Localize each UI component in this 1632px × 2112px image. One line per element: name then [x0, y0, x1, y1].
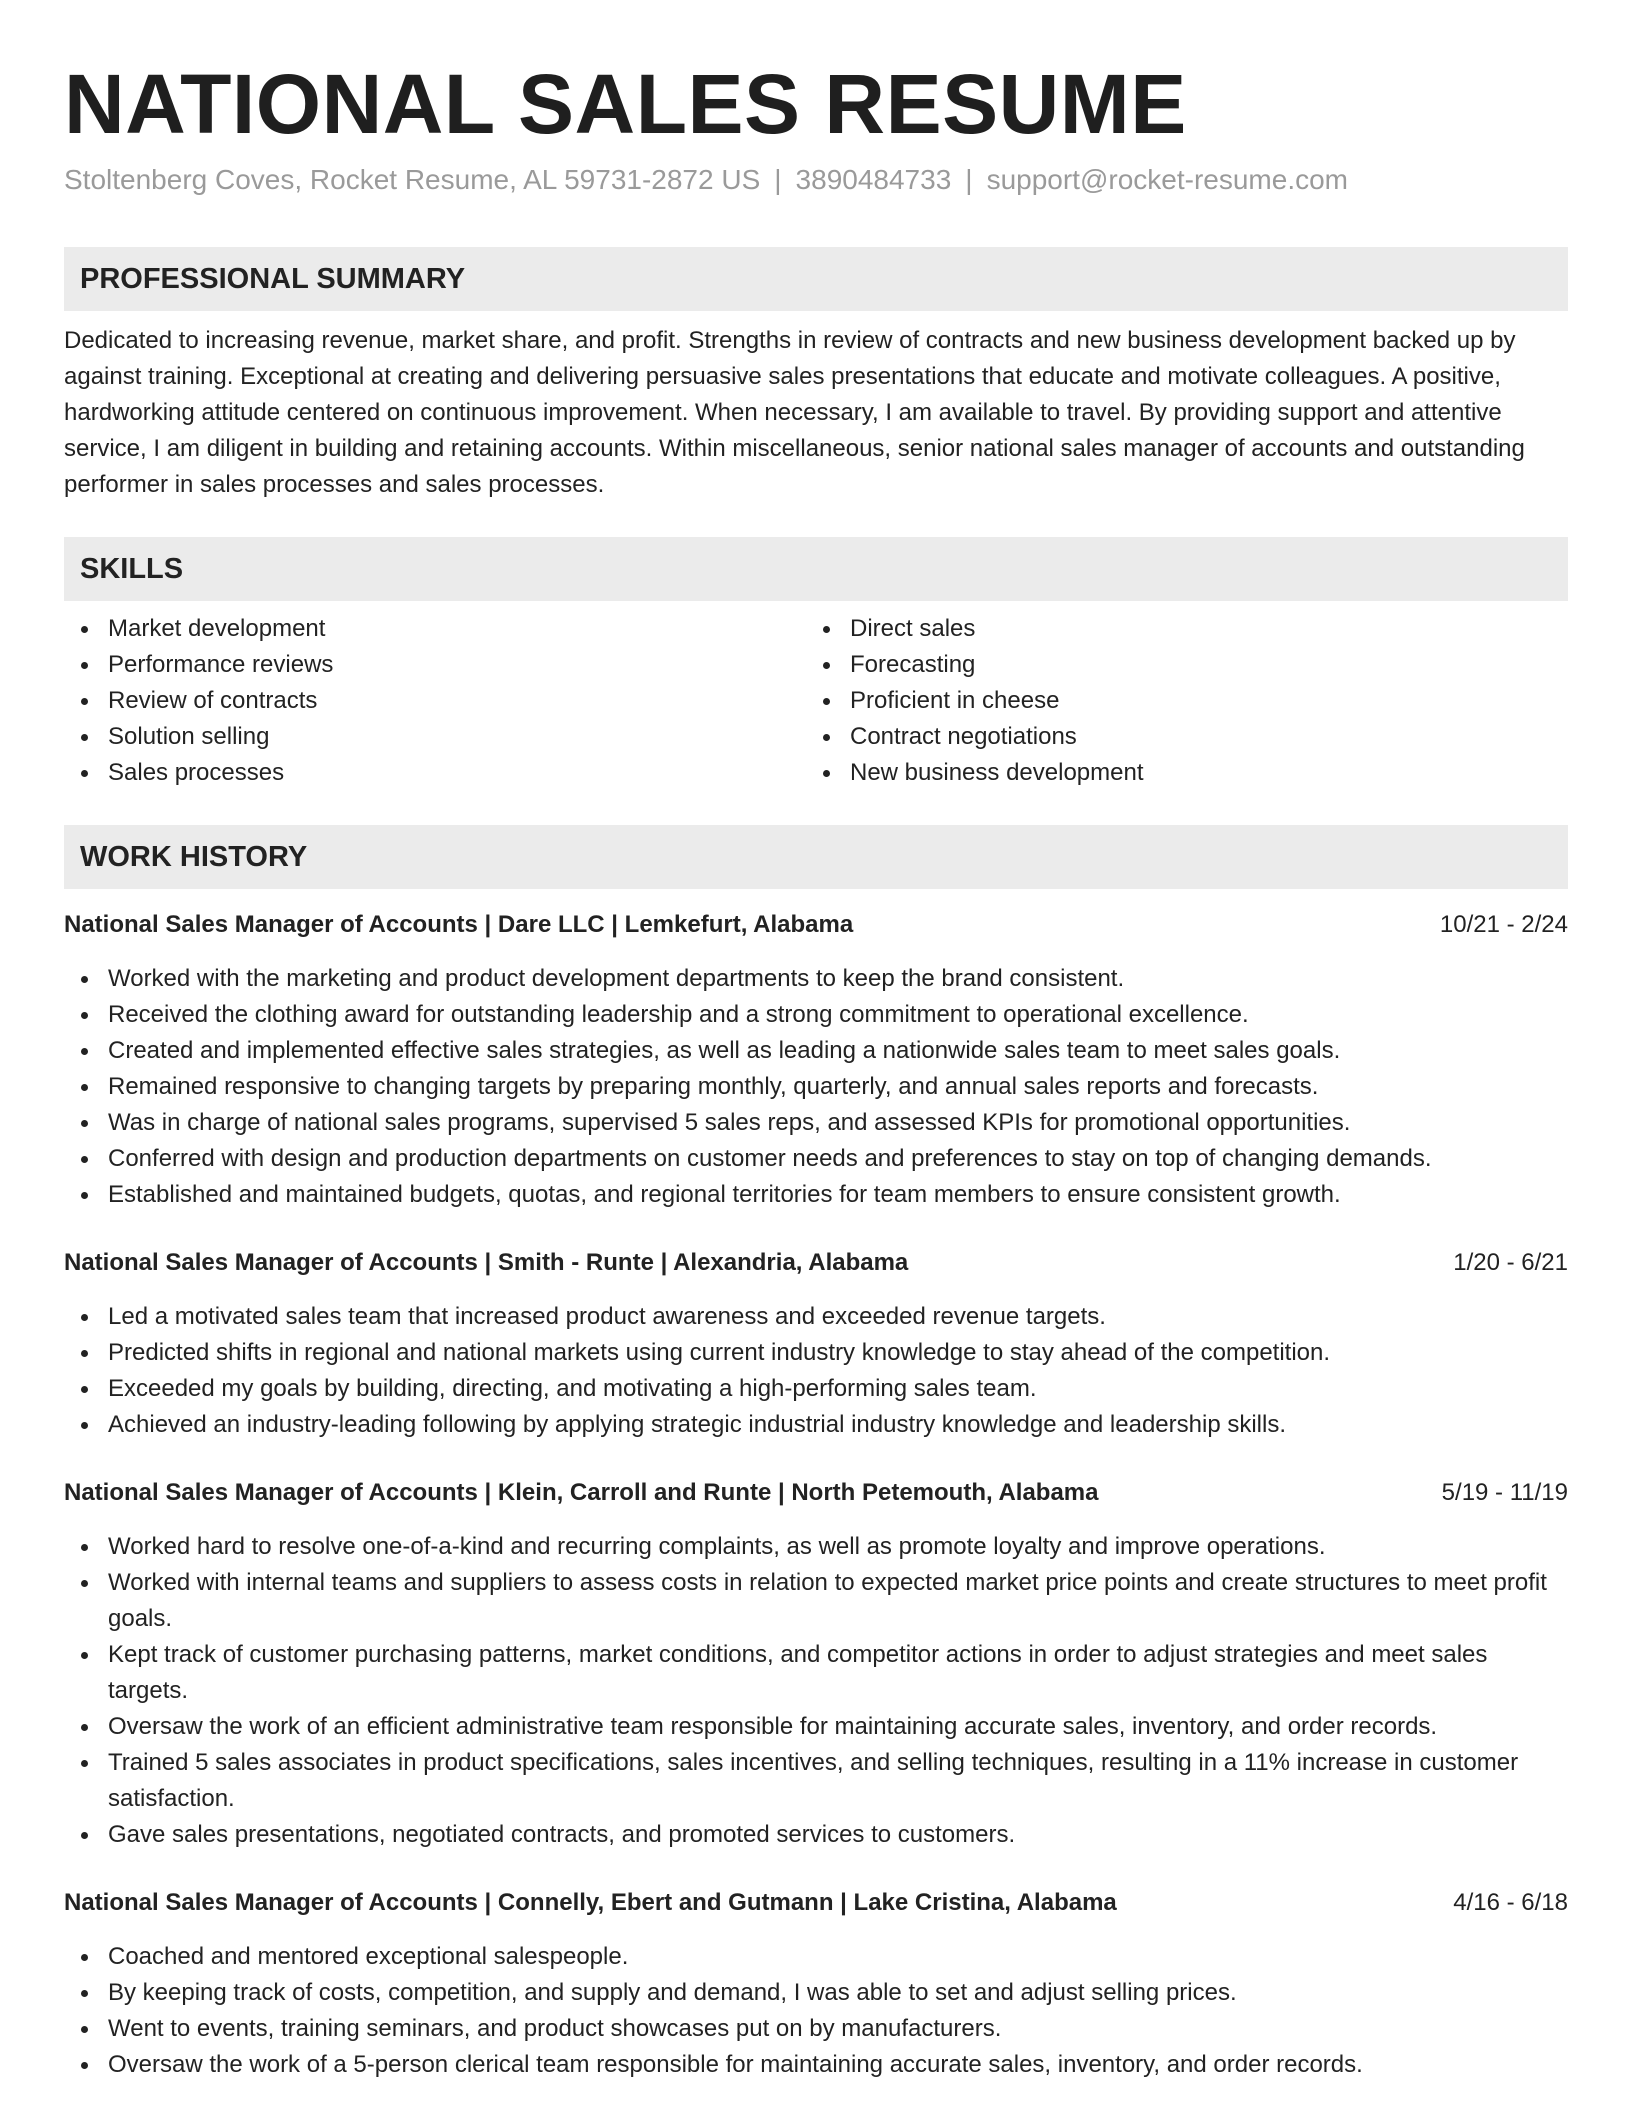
job-bullet: Went to events, training seminars, and product showcases put on by manufacturers. — [64, 2011, 1568, 2047]
skill-item: Performance reviews — [64, 647, 806, 683]
skills-list — [64, 611, 1568, 791]
contact-separator: | — [965, 164, 973, 195]
job-title: National Sales Manager of Accounts | Connelly, Ebert and Gutmann | Lake Cristina, Alabama — [64, 1889, 1117, 1916]
job-bullet: Trained 5 sales associates in product specifications, sales incentives, and selling techniques, resulting in a 11% increase in customer satisfaction. — [64, 1745, 1568, 1817]
job-bullet: Was in charge of national sales programs, supervised 5 sales reps, and assessed KPIs for promotional opportunities. — [64, 1105, 1568, 1141]
skills-column-left — [64, 611, 806, 791]
job-bullet: Established and maintained budgets, quotas, and regional territories for team members to ensure consistent growth. — [64, 1177, 1568, 1213]
skills-column-right — [806, 611, 1548, 791]
job-dates: 10/21 - 2/24 — [1439, 911, 1568, 938]
job-bullets — [64, 961, 1568, 1213]
skill-item: Proficient in cheese — [806, 683, 1548, 719]
email-link[interactable]: support@rocket-resume.com — [986, 164, 1348, 195]
job-bullet: Worked with internal teams and suppliers to assess costs in relation to expected market price points and create structures to meet profit goals. — [64, 1565, 1568, 1637]
job-bullet: Conferred with design and production departments on customer needs and preferences to stay on top of changing demands. — [64, 1141, 1568, 1177]
job-header — [64, 1885, 1568, 1921]
skill-item: Sales processes — [64, 755, 806, 791]
job-bullet: Coached and mentored exceptional salespeople. — [64, 1939, 1568, 1975]
skill-item: Review of contracts — [64, 683, 806, 719]
skill-item: Contract negotiations — [806, 719, 1548, 755]
job-header — [64, 1245, 1568, 1281]
skill-item: Solution selling — [64, 719, 806, 755]
job-entry — [64, 907, 1568, 1213]
job-entry — [64, 1475, 1568, 1853]
phone-text: 3890484733 — [795, 164, 952, 195]
job-entry — [64, 1885, 1568, 2083]
job-bullet: Oversaw the work of a 5-person clerical team responsible for maintaining accurate sales, inventory, and order records. — [64, 2047, 1568, 2083]
job-bullet: Led a motivated sales team that increased product awareness and exceeded revenue targets. — [64, 1299, 1568, 1335]
job-title: National Sales Manager of Accounts | Dare LLC | Lemkefurt, Alabama — [64, 911, 854, 938]
skills-heading: SKILLS — [64, 537, 1568, 601]
job-bullets — [64, 1299, 1568, 1443]
job-bullet: Received the clothing award for outstanding leadership and a strong commitment to operational excellence. — [64, 997, 1568, 1033]
skill-item: New business development — [806, 755, 1548, 791]
skill-item: Forecasting — [806, 647, 1548, 683]
job-bullet: Created and implemented effective sales strategies, as well as leading a nationwide sales team to meet sales goals. — [64, 1033, 1568, 1069]
skill-item: Direct sales — [806, 611, 1548, 647]
job-bullet: Worked hard to resolve one-of-a-kind and recurring complaints, as well as promote loyalty and improve operations. — [64, 1529, 1568, 1565]
work-history-heading: WORK HISTORY — [64, 825, 1568, 889]
contact-line — [64, 162, 1568, 198]
job-bullet: By keeping track of costs, competition, and supply and demand, I was able to set and adjust selling prices. — [64, 1975, 1568, 2011]
job-dates: 5/19 - 11/19 — [1441, 1479, 1568, 1506]
job-bullet: Predicted shifts in regional and national markets using current industry knowledge to stay ahead of the competition. — [64, 1335, 1568, 1371]
job-dates: 1/20 - 6/21 — [1453, 1249, 1568, 1276]
job-title: National Sales Manager of Accounts | Smith - Runte | Alexandria, Alabama — [64, 1249, 909, 1276]
job-bullets — [64, 1939, 1568, 2083]
job-title: National Sales Manager of Accounts | Klein, Carroll and Runte | North Petemouth, Alabama — [64, 1479, 1099, 1506]
job-dates: 4/16 - 6/18 — [1453, 1889, 1568, 1916]
job-bullet: Kept track of customer purchasing patterns, market conditions, and competitor actions in order to adjust strategies and meet sales targets. — [64, 1637, 1568, 1709]
job-bullet: Remained responsive to changing targets by preparing monthly, quarterly, and annual sales reports and forecasts. — [64, 1069, 1568, 1105]
professional-summary-text: Dedicated to increasing revenue, market share, and profit. Strengths in review of contracts and new business development backed up by against training. Exceptional at creating and delivering persuasive sales presentations that educate and motivate colleagues. A positive, hardworking attitude centered on continuous improvement. When necessary, I am available to travel. By providing support and attentive service, I am diligent in building and retaining accounts. Within miscellaneous, senior national sales manager of accounts and outstanding performer in sales processes and sales processes. — [64, 327, 1525, 498]
job-bullet: Worked with the marketing and product development departments to keep the brand consistent. — [64, 961, 1568, 997]
resume-page — [64, 56, 1568, 2083]
job-bullets — [64, 1529, 1568, 1853]
job-bullet: Exceeded my goals by building, directing, and motivating a high-performing sales team. — [64, 1371, 1568, 1407]
job-entry — [64, 1245, 1568, 1443]
resume-title: NATIONAL SALES RESUME — [64, 57, 1187, 151]
professional-summary-heading: PROFESSIONAL SUMMARY — [64, 247, 1568, 311]
contact-separator: | — [774, 164, 782, 195]
job-header — [64, 907, 1568, 943]
skill-item: Market development — [64, 611, 806, 647]
job-bullet: Oversaw the work of an efficient administrative team responsible for maintaining accurate sales, inventory, and order records. — [64, 1709, 1568, 1745]
job-bullet: Achieved an industry-leading following by applying strategic industrial industry knowledge and leadership skills. — [64, 1407, 1568, 1443]
job-header — [64, 1475, 1568, 1511]
address-text: Stoltenberg Coves, Rocket Resume, AL 59731-2872 US — [64, 164, 761, 195]
job-bullet: Gave sales presentations, negotiated contracts, and promoted services to customers. — [64, 1817, 1568, 1853]
